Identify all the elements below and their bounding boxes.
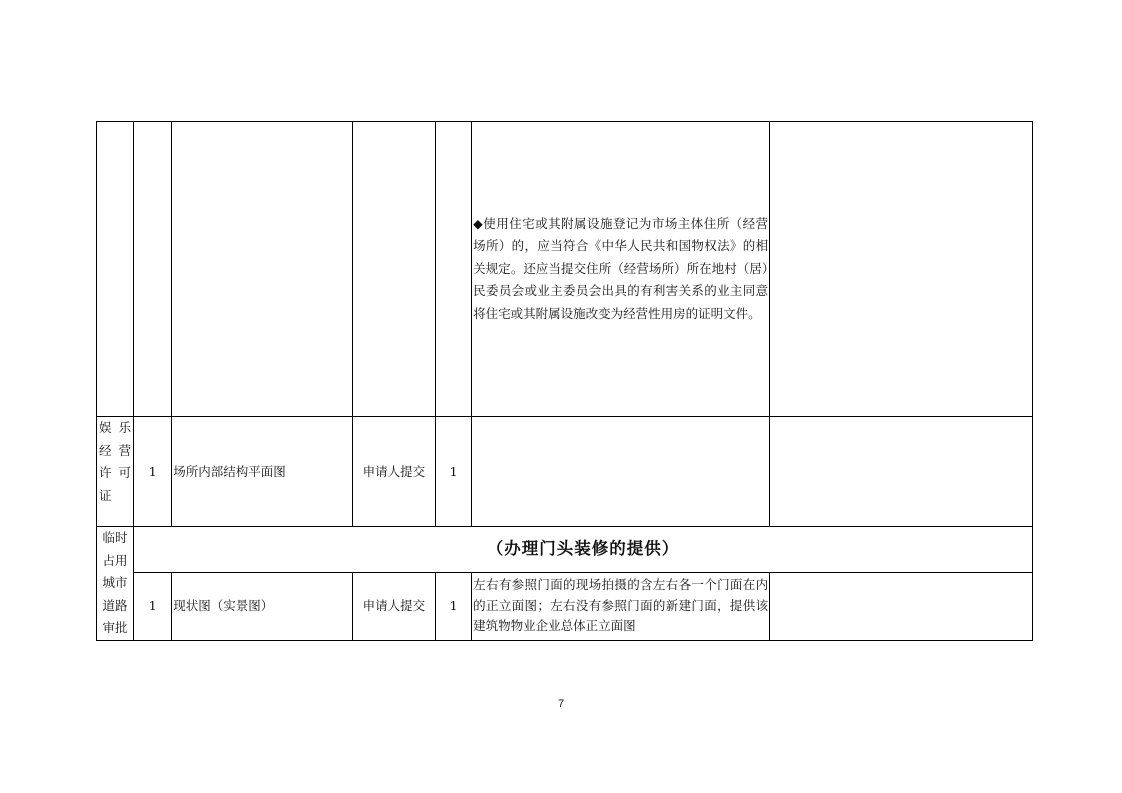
requirement-cell bbox=[472, 417, 770, 527]
index-cell: 1 bbox=[134, 572, 172, 640]
copies-cell bbox=[436, 122, 472, 417]
copies-cell: 1 bbox=[436, 417, 472, 527]
category-label: 临时占用城市道路审批 bbox=[102, 530, 128, 635]
index-cell: 1 bbox=[134, 417, 172, 527]
remark-cell bbox=[770, 122, 1033, 417]
remark-cell bbox=[770, 417, 1033, 527]
page-number: 7 bbox=[557, 698, 565, 710]
section-banner: （办理门头装修的提供） bbox=[134, 527, 1033, 573]
source-cell: 申请人提交 bbox=[352, 417, 435, 527]
material-cell: 场所内部结构平面图 bbox=[172, 417, 353, 527]
table-row bbox=[97, 572, 1033, 640]
copies-cell: 1 bbox=[436, 572, 472, 640]
table-row bbox=[97, 417, 1033, 527]
source-cell: 申请人提交 bbox=[352, 572, 435, 640]
material-cell: 现状图（实景图） bbox=[172, 572, 353, 640]
table-row bbox=[97, 122, 1033, 417]
requirements-table bbox=[96, 121, 1033, 641]
index-cell bbox=[134, 122, 172, 417]
requirement-notice: ◆使用住宅或其附属设施登记为市场主体住所（经营场所）的，应当符合《中华人民共和国物权法》的相关规定。还应当提交住所（经营场所）所在地村（居）民委员会或业主委员会出具的有利害关系的业主同意将住宅或其附属设施改变为经营性用房的证明文件。 bbox=[472, 122, 770, 417]
category-cell bbox=[97, 527, 134, 641]
remark-cell bbox=[770, 572, 1033, 640]
category-cell: 娱乐经营许可证 bbox=[97, 417, 134, 527]
table-row bbox=[97, 527, 1033, 573]
requirement-cell: 左右有参照门面的现场拍摄的含左右各一个门面在内的正立面图；左右没有参照门面的新建门面，提供该建筑物物业企业总体正立面图 bbox=[472, 572, 770, 640]
source-cell bbox=[352, 122, 435, 417]
category-cell bbox=[97, 122, 134, 417]
material-cell bbox=[172, 122, 353, 417]
